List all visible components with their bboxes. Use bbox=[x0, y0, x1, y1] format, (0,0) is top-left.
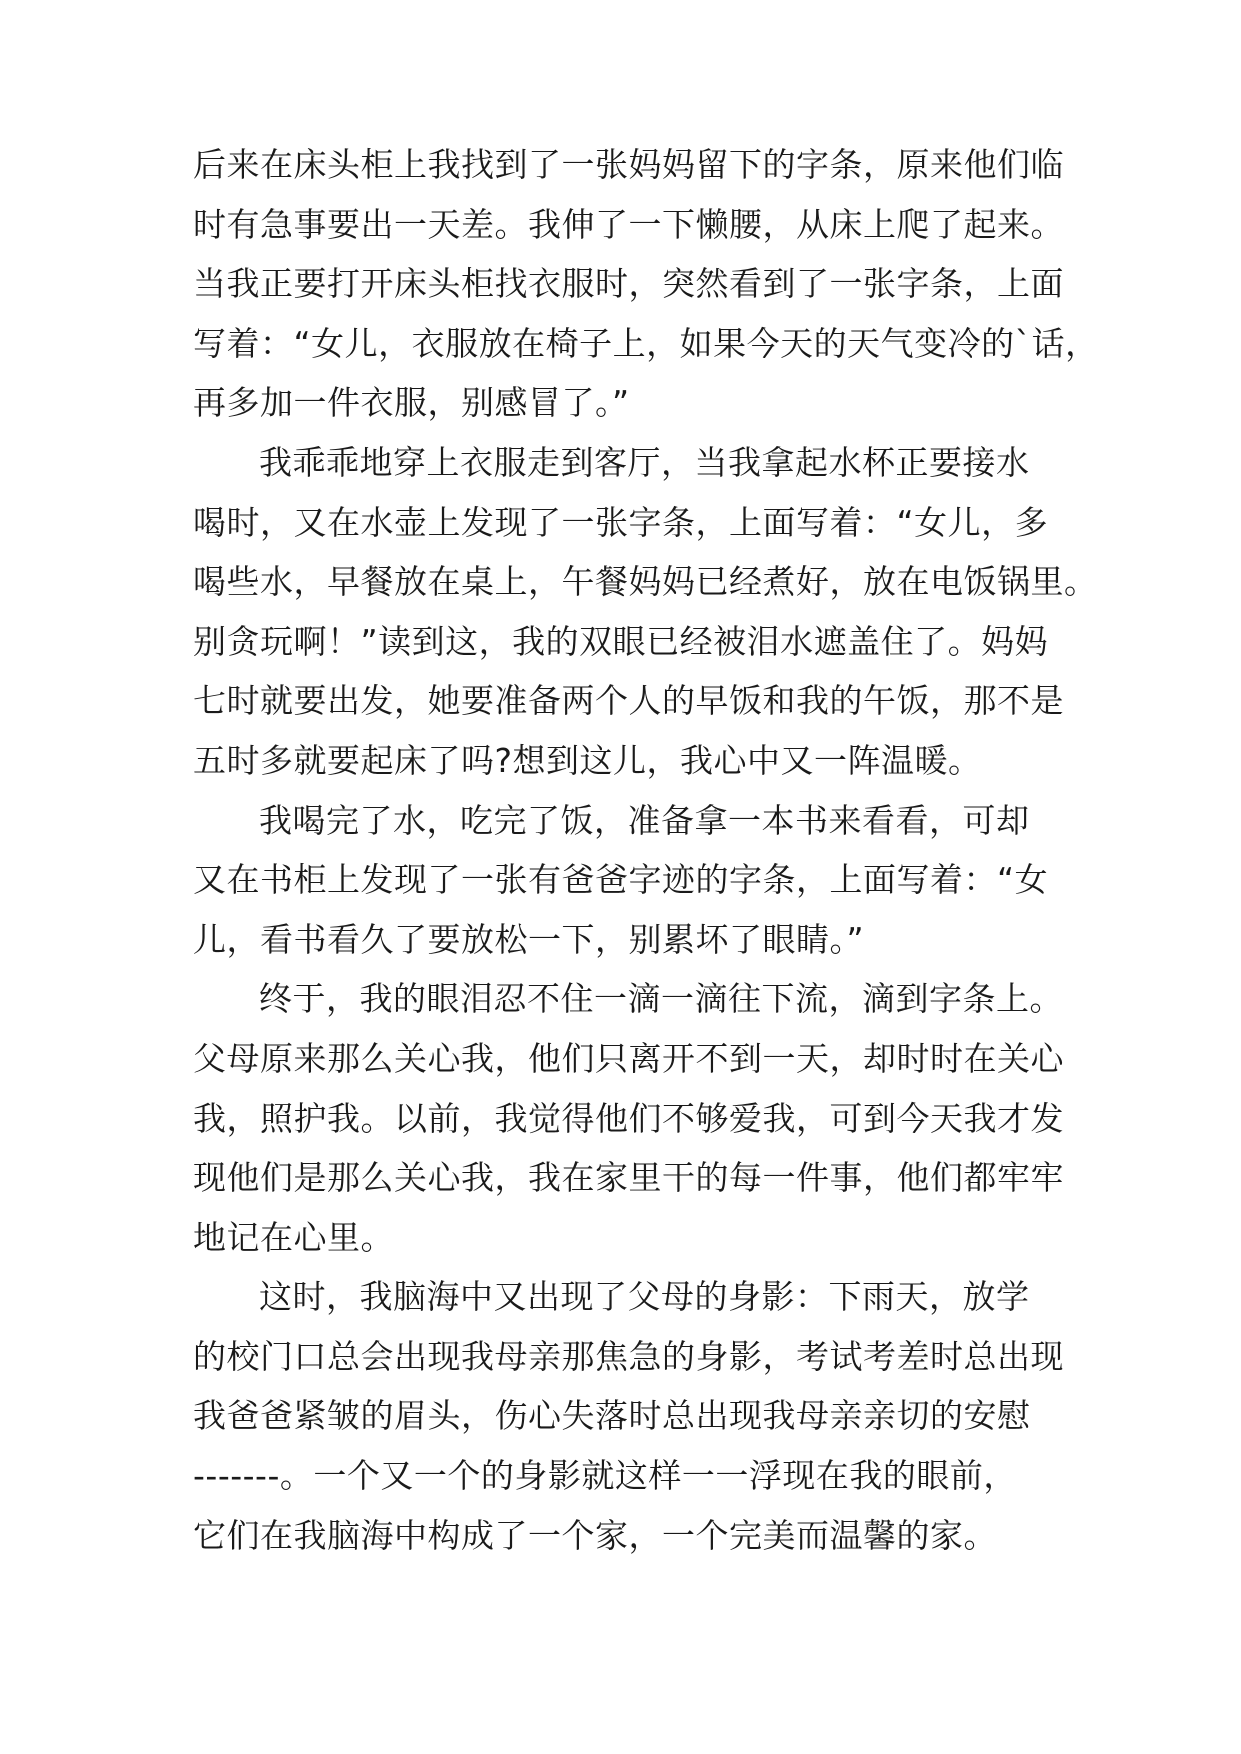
text-line: 的校门口总会出现我母亲那焦急的身影，考试考差时总出现 bbox=[193, 1336, 1064, 1376]
paragraph-4 bbox=[193, 969, 1073, 1267]
text-line: 它们在我脑海中构成了一个家，一个完美而温馨的家。 bbox=[193, 1515, 997, 1555]
text-line: 这时，我脑海中又出现了父母的身影：下雨天，放学 bbox=[259, 1277, 1030, 1317]
text-line: 我爸爸紧皱的眉头，伤心失落时总出现我母亲亲切的安慰 bbox=[193, 1396, 1031, 1436]
text-line: 我，照护我。以前，我觉得他们不够爱我，可到今天我才发 bbox=[193, 1098, 1064, 1138]
text-line: 喝些水，早餐放在桌上，午餐妈妈已经煮好，放在电饭锅里。 bbox=[193, 562, 1098, 602]
document-body bbox=[193, 135, 1099, 1565]
text-line: 五时多就要起床了吗?想到这儿，我心中又一阵温暖。 bbox=[193, 740, 982, 780]
paragraph-2 bbox=[193, 433, 1098, 791]
paragraph-3 bbox=[193, 791, 1073, 970]
text-line: 地记在心里。 bbox=[193, 1217, 394, 1257]
text-line: 喝时，又在水壶上发现了一张字条，上面写着：“女儿，多 bbox=[193, 502, 1049, 542]
text-line: 时有急事要出一天差。我伸了一下懒腰，从床上爬了起来。 bbox=[193, 204, 1064, 244]
text-line: 后来在床头柜上我找到了一张妈妈留下的字条，原来他们临 bbox=[193, 145, 1064, 184]
text-line: 又在书柜上发现了一张有爸爸字迹的字条，上面写着：“女 bbox=[193, 860, 1049, 900]
text-line: 别贪玩啊！”读到这，我的双眼已经被泪水遮盖住了。妈妈 bbox=[193, 621, 1049, 661]
text-line: 写着：“女儿，衣服放在椅子上，如果今天的天气变冷的`话， bbox=[193, 323, 1099, 363]
text-line: 儿，看书看久了要放松一下，别累坏了眼睛。” bbox=[193, 919, 865, 959]
text-line: 我乖乖地穿上衣服走到客厅，当我拿起水杯正要接水 bbox=[259, 442, 1030, 482]
paragraph-5 bbox=[193, 1267, 1073, 1565]
text-line: 七时就要出发，她要准备两个人的早饭和我的午饭，那不是 bbox=[193, 681, 1064, 721]
text-line: 父母原来那么关心我，他们只离开不到一天，却时时在关心 bbox=[193, 1038, 1064, 1078]
text-line: 终于，我的眼泪忍不住一滴一滴往下流，滴到字条上。 bbox=[259, 979, 1063, 1019]
text-line: 我喝完了水，吃完了饭，准备拿一本书来看看，可却 bbox=[259, 800, 1030, 840]
paragraph-1 bbox=[193, 135, 1099, 433]
text-line: -------。一个又一个的身影就这样一一浮现在我的眼前， bbox=[193, 1456, 1017, 1496]
text-line: 当我正要打开床头柜找衣服时，突然看到了一张字条，上面 bbox=[193, 264, 1064, 304]
text-line: 现他们是那么关心我，我在家里干的每一件事，他们都牢牢 bbox=[193, 1158, 1064, 1198]
text-line: 再多加一件衣服，别感冒了。” bbox=[193, 383, 630, 423]
